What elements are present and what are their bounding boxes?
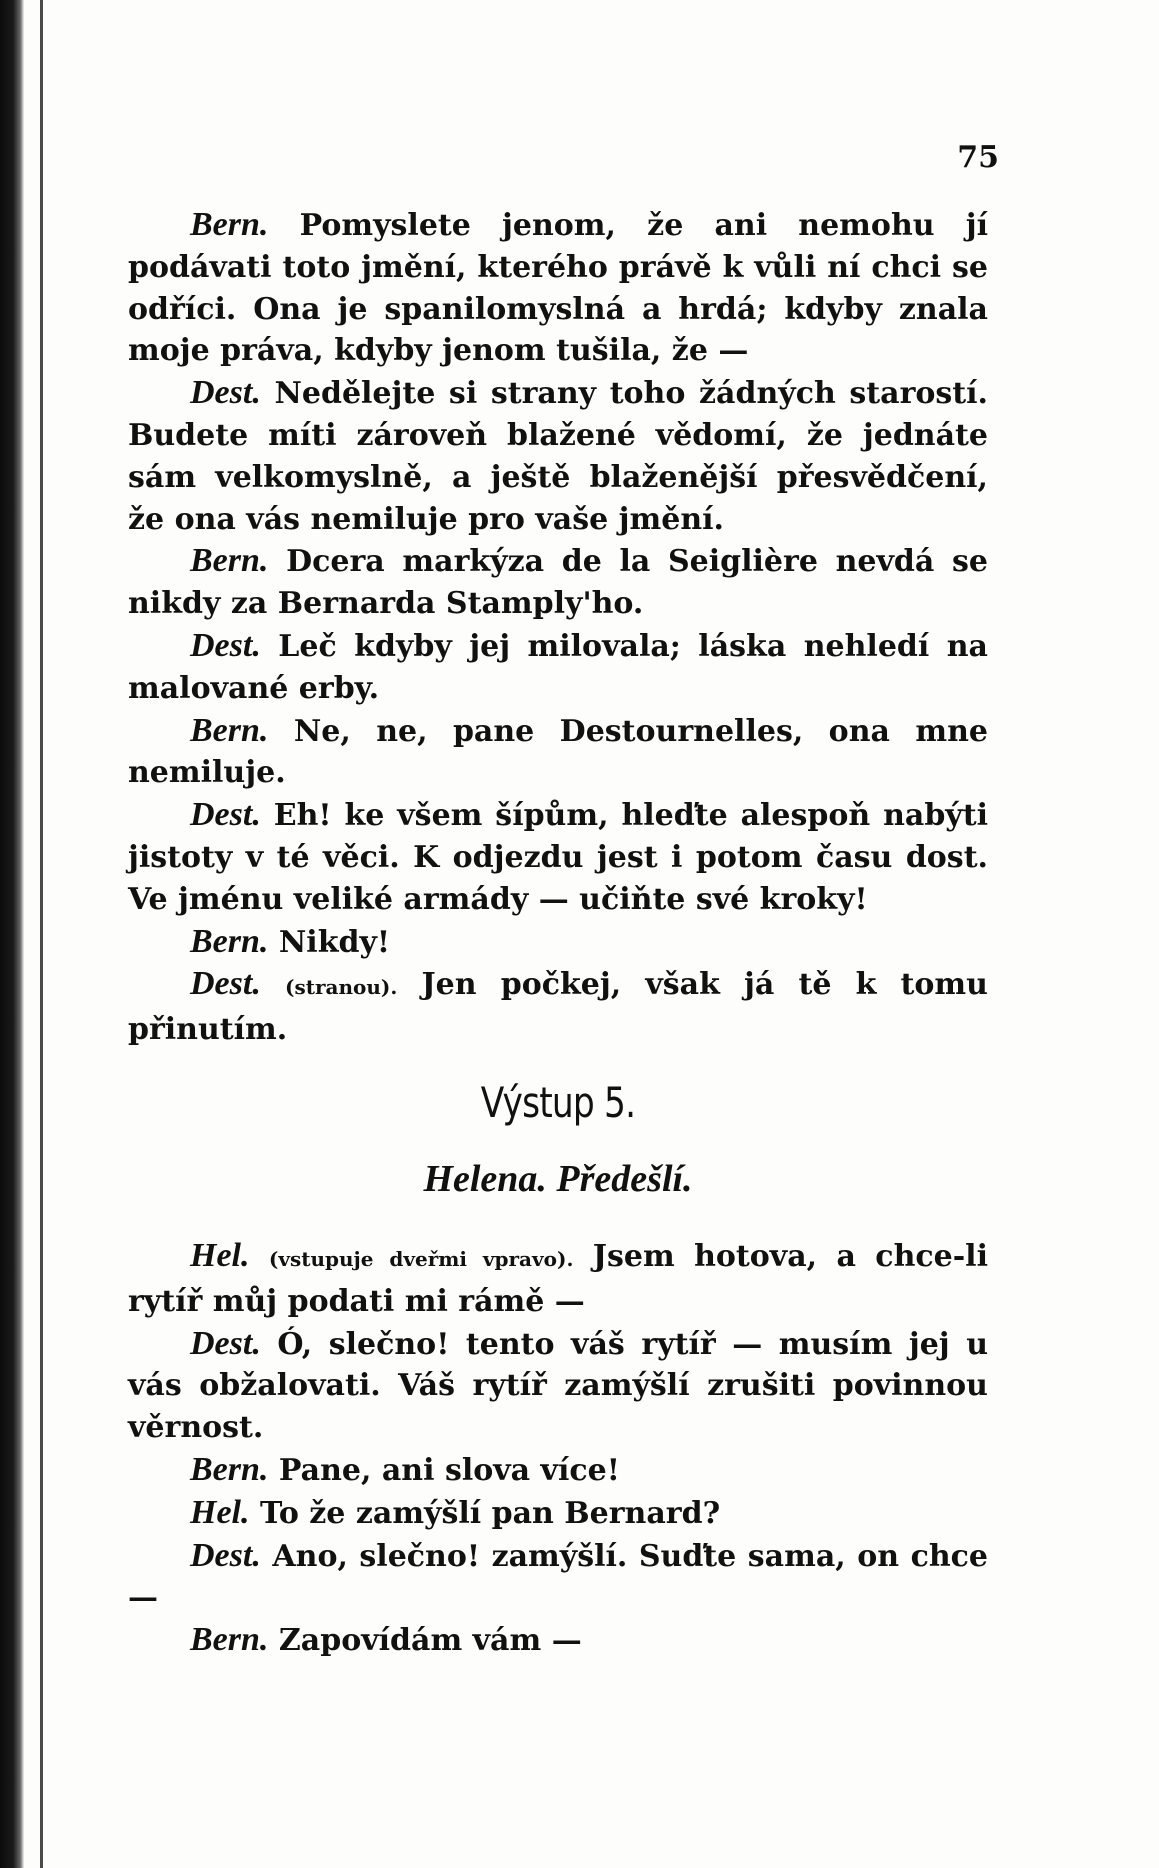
dialogue-paragraph <box>128 372 988 540</box>
speaker-name: Dest. <box>190 626 261 664</box>
dialogue-before <box>128 204 988 1051</box>
speaker-name: Dest. <box>190 1536 261 1574</box>
page-text <box>128 140 988 1662</box>
dialogue-paragraph <box>128 1323 988 1449</box>
dialogue-text: Ne, ne, pane Destournelles, ona mne nemiluje. <box>128 713 988 791</box>
dialogue-text: Dcera markýza de la Seiglière nevdá se nikdy za Bernarda Stamply'ho. <box>128 544 988 622</box>
page-number: 75 <box>957 140 999 175</box>
dialogue-paragraph <box>128 1535 988 1620</box>
dialogue-text: Ano, slečno! zamýšlí. Suďte sama, on chce — <box>128 1538 989 1616</box>
dialogue-paragraph <box>128 1619 988 1662</box>
scene-cast: Helena. Předešlí. <box>423 1157 693 1200</box>
speaker-name: Dest. <box>190 1324 261 1362</box>
dialogue-text: Pane, ani slova více! <box>278 1452 620 1488</box>
speaker-name: Hel. <box>190 1236 250 1274</box>
binding-line <box>40 0 43 1868</box>
scene-title: Výstup 5. <box>480 1077 636 1127</box>
stage-direction: (stranou). <box>285 975 398 1000</box>
stage-direction: (vstupuje dveřmi vpravo). <box>268 1246 574 1271</box>
speaker-name: Bern. <box>190 922 269 960</box>
speaker-name: Bern. <box>190 542 269 580</box>
dialogue-text: Pomyslete jenom, že ani nemohu jí podávati toto jmění, kterého právě k vůli ní chci se odříci. Ona je spanilomyslná a hrdá; kdyby znala moje práva, kdyby jenom tušila, že — <box>128 208 988 369</box>
dialogue-paragraph <box>128 710 988 795</box>
dialogue-after <box>128 1235 988 1662</box>
dialogue-paragraph <box>128 540 988 625</box>
dialogue-text: Zapovídám vám — <box>278 1623 582 1659</box>
dialogue-paragraph <box>128 1449 988 1492</box>
dialogue-paragraph <box>128 963 988 1051</box>
speaker-name: Dest. <box>190 374 261 412</box>
dialogue-text: Nikdy! <box>278 924 391 960</box>
speaker-name: Hel. <box>190 1493 250 1531</box>
dialogue-paragraph <box>128 1235 988 1323</box>
dialogue-text: Jen počkej, však já tě k tomu přinutím. <box>128 967 988 1048</box>
dialogue-text: Jsem hotova, a chce-li rytíř můj podati mi rámě — <box>128 1238 988 1319</box>
dialogue-text: To že zamýšlí pan Bernard? <box>259 1495 721 1531</box>
dialogue-text: Eh! ke všem šípům, hleďte alespoň nabýti jistoty v té věci. K odjezdu jest i potom času dost. Ve jménu veliké armády — učiňte své kroky! <box>128 798 988 917</box>
speaker-name: Bern. <box>190 711 269 749</box>
dialogue-text: Leč kdyby jej milovala; láska nehledí na malované erby. <box>128 628 988 706</box>
dialogue-text: Nedělejte si strany toho žádných starostí. Budete míti zároveň blažené vědomí, že jednáte sám velkomyslně, a ještě blaženější přesvědčení, že ona vás nemiluje pro vaše jmění. <box>128 376 988 537</box>
binding-edge <box>0 0 24 1868</box>
speaker-name: Dest. <box>190 965 261 1003</box>
dialogue-text: Ó, slečno! tento váš rytíř — musím jej u vás obžalovati. Váš rytíř zamýšlí zrušiti povinnou věrnost. <box>128 1326 988 1446</box>
speaker-name: Bern. <box>190 206 269 243</box>
dialogue-paragraph <box>128 794 988 920</box>
speaker-name: Bern. <box>190 1621 269 1659</box>
dialogue-paragraph <box>128 625 988 710</box>
speaker-name: Dest. <box>190 796 261 834</box>
speaker-name: Bern. <box>190 1450 269 1488</box>
dialogue-paragraph <box>128 921 988 964</box>
dialogue-paragraph <box>128 1492 988 1535</box>
dialogue-paragraph <box>128 204 988 372</box>
